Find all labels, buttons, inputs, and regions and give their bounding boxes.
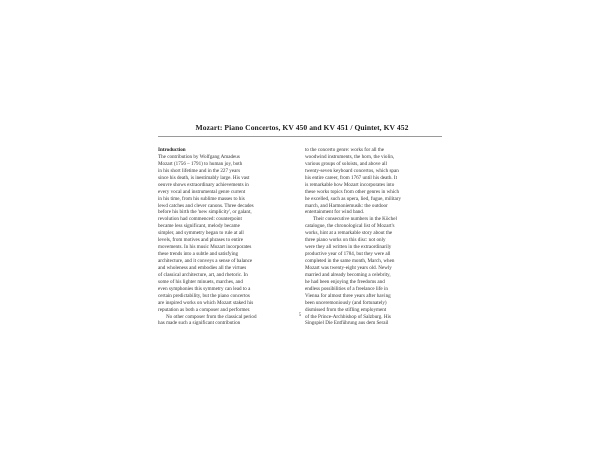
text-line: Their consecutive numbers in the Köchel xyxy=(313,216,397,223)
text-line: twenty-seven keyboard concertos, which span xyxy=(305,167,399,174)
text-line: completed in the same month, March, when xyxy=(305,258,395,264)
text-line: since his death, is inestimably large. His vast xyxy=(158,174,250,181)
text-line: of classical architecture, art, and rhetoric. In xyxy=(158,271,248,278)
text-line: some of his lighter minuets, marches, and xyxy=(158,278,243,285)
text-line: Mozart was twenty-eight years old. Newly xyxy=(305,264,392,271)
text-line: he excelled, such as opera, lied, fugue, military xyxy=(305,195,402,202)
right-column xyxy=(305,147,433,327)
text-line: revolution had commenced: counterpoint xyxy=(158,216,242,223)
text-line: before his birth the 'new simplicity', or galant, xyxy=(158,209,252,216)
text-line: three piano works on this disc: not only xyxy=(305,237,386,244)
text-line: even symphonies this symmetry can lead to a xyxy=(158,285,251,292)
text-line: movements. In his music Mozart incorporates xyxy=(158,244,252,251)
page-title: Mozart: Piano Concertos, KV 450 and KV 451 / Quintet, KV 452 xyxy=(195,123,409,132)
text-line: certain predictability, but the piano concertos xyxy=(158,292,250,299)
text-line: every vocal and instrumental genre current xyxy=(158,188,246,195)
text-line: are inspired works on which Mozart staked his xyxy=(158,299,254,306)
text-line: various groups of soloists, and above all xyxy=(305,160,387,167)
text-line: lewd catches and clever canons. Three decades xyxy=(158,202,254,209)
text-line: march, and Harmoniemusik: the outdoor xyxy=(305,202,388,209)
text-line: and wholeness and embodies all the virtues xyxy=(158,264,247,271)
section-heading: Introduction xyxy=(158,147,186,153)
text-line: reputation as both a composer and performer. xyxy=(158,306,251,313)
title-rule xyxy=(158,136,442,137)
text-line: The contribution by Wolfgang Amadeus xyxy=(158,153,240,160)
text-line: dismissed from the stifling employment xyxy=(305,306,387,313)
text-line: he had been enjoying the freedoms and xyxy=(305,278,385,285)
left-column xyxy=(158,147,286,327)
text-line: entertainment for wind band. xyxy=(305,209,365,216)
text-line: has made such a significant contribution xyxy=(158,320,241,327)
text-line: in his short lifetime and in the 227 years xyxy=(158,167,241,174)
text-line: were they all written in the extraordinarily xyxy=(305,244,392,251)
text-line: these works topics from other genres in which xyxy=(305,188,400,195)
text-line: of the Prince-Archbishop of Salzburg. His xyxy=(305,313,391,320)
text-line: became less significant, melody became xyxy=(158,223,240,230)
text-line: in his time, from his sublime masses to his xyxy=(158,195,245,202)
text-line: to the concerto genre: works for all the xyxy=(305,147,385,153)
text-line: productive year of 1784, but they were all xyxy=(305,251,391,258)
left-column-text xyxy=(158,154,286,327)
text-line: catalogue, the chronological list of Mozart's xyxy=(305,223,395,230)
text-line: oeuvre shows extraordinary achievements in xyxy=(158,181,249,188)
text-line: Mozart (1756 – 1791) to human joy, both xyxy=(158,160,243,167)
text-line: these trends into a subtle and satisfying xyxy=(158,251,239,258)
text-line: No other composer from the classical period xyxy=(166,313,257,320)
text-line: levels, from motives and phrases to entire xyxy=(158,237,244,244)
text-line: architecture, and it conveys a sense of balance xyxy=(158,258,253,264)
text-line: been unceremoniously (and fortunately) xyxy=(305,299,387,306)
text-line: works, hint at a remarkable story about the xyxy=(305,230,393,237)
right-column-text xyxy=(305,147,433,327)
text-line: his entire career, from 1767 until his death. It xyxy=(305,174,398,181)
text-line: woodwind instruments, the horn, the violin, xyxy=(305,153,395,160)
text-line: married and already becoming a celebrity, xyxy=(305,271,391,278)
text-line: endless possibilities of a freelance life in xyxy=(305,285,388,292)
text-line: is remarkable how Mozart incorporates into xyxy=(305,181,395,188)
text-line: simpler, and symmetry began to rule at all xyxy=(158,230,244,237)
text-line: Singspiel Die Entführung aus dem Serail xyxy=(305,320,389,327)
page-number: 5 xyxy=(298,313,302,318)
text-line: Vienna for almost three years after having xyxy=(305,292,391,299)
